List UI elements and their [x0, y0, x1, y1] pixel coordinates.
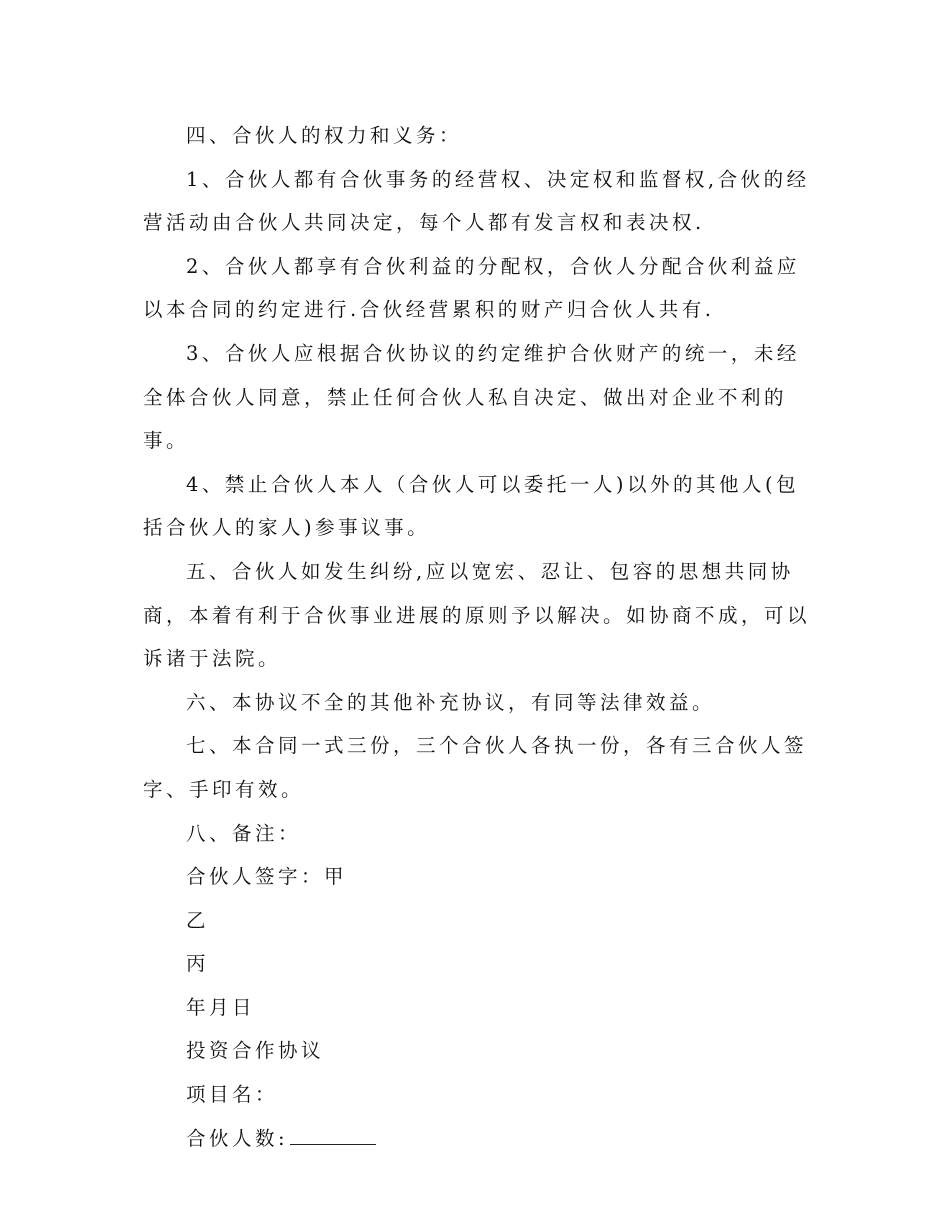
section-heading-rights: 四、合伙人的权力和义务：: [186, 124, 463, 147]
project-name-line: 项目名：: [186, 1083, 279, 1107]
agreement-title: 投资合作协议: [186, 1039, 325, 1063]
section-copies: 七、本合同一式三份，三个合伙人各执一份，各有三合伙人签字、手印有效。: [143, 734, 808, 801]
clause-3: 3、合伙人应根据合伙协议的约定维护合伙财产的统一，未经全体合伙人同意，禁止任何合伙人私自决定、做出对企业不利的事。: [143, 341, 800, 453]
section-disputes: 五、合伙人如发生纠纷,应以宽宏、忍让、包容的思想共同协商，本着有利于合伙事业进展的原则予以解决。如协商不成，可以诉诸于法院。: [143, 559, 811, 671]
signature-b: 乙: [186, 908, 210, 932]
clause-2: 2、合伙人都享有合伙利益的分配权，合伙人分配合伙利益应以本合同的约定进行.合伙经营累积的财产归合伙人共有.: [143, 254, 800, 322]
document-body: [143, 114, 811, 1160]
signature-a: 合伙人签字：甲: [186, 865, 348, 889]
partner-count-label: 合伙人数:: [186, 1126, 289, 1150]
date-line: 年月日: [186, 995, 256, 1019]
partner-count-line: [143, 1117, 811, 1161]
section-supplement: 六、本协议不全的其他补充协议，有同等法律效益。: [186, 690, 716, 714]
partner-count-blank: [290, 1124, 376, 1145]
clause-1: 1、合伙人都有合伙事务的经营权、决定权和监督权,合伙的经营活动由合伙人共同决定，每个人都有发言权和表决权.: [143, 167, 810, 235]
signature-c: 丙: [186, 952, 210, 976]
section-remarks: 八、备注：: [186, 821, 302, 845]
clause-4: 4、禁止合伙人本人（合伙人可以委托一人)以外的其他人(包括合伙人的家人)参事议事。: [143, 472, 800, 540]
